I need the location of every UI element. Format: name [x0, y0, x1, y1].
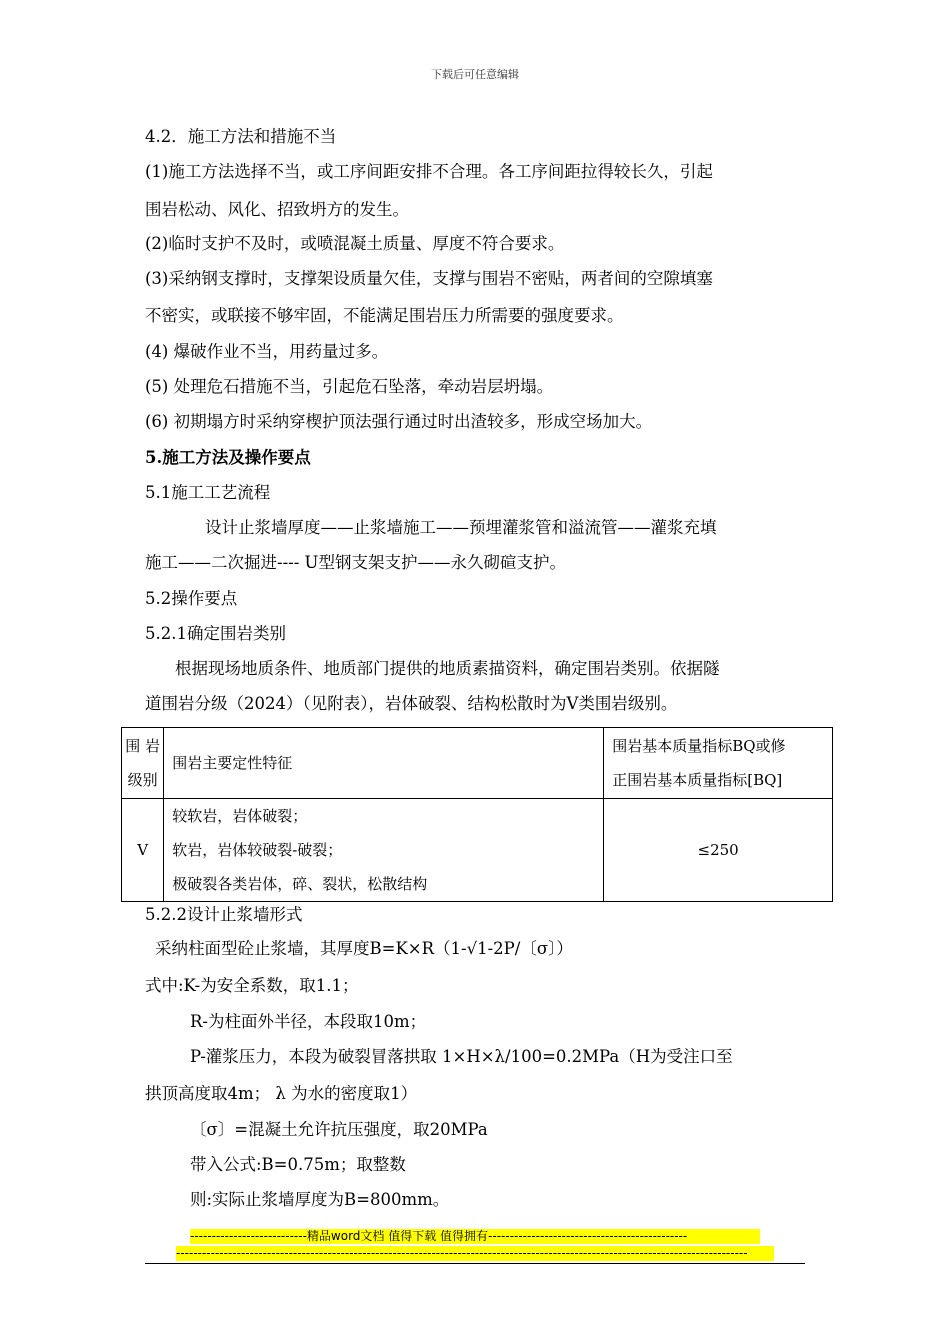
rock-classification-table	[121, 727, 833, 902]
footer-banner-line1: ---------------------------精品word文档 值得下载 值得拥有----------------------------------------------	[190, 1229, 760, 1244]
paragraph-line: R-为柱面外半径，本段取10m；	[190, 1012, 427, 1031]
subsection-heading-5-2-1: 5.2.1确定围岩类别	[145, 624, 286, 643]
paragraph-line: 围岩松动、风化、招致坍方的发生。	[145, 200, 409, 219]
paragraph-line: (1)施工方法选择不当，或工序间距安排不合理。各工序间距拉得较长久，引起	[145, 162, 713, 181]
feature-line: 极破裂各类岩体，碎、裂状，松散结构	[172, 875, 428, 893]
paragraph-line: 〔σ〕=混凝土允许抗压强度，取20MPa	[190, 1120, 488, 1139]
footer-banner-line2: ------------------------------------------------------------------------------------------------------------------------------------	[176, 1246, 774, 1261]
paragraph-line: 设计止浆墙厚度——止浆墙施工——预埋灌浆管和溢流管——灌浆充填	[205, 518, 717, 537]
paragraph-line: 式中:K-为安全系数，取1.1；	[145, 976, 359, 995]
header-bq-line2: 正围岩基本质量指标[BQ]	[612, 771, 783, 789]
section-heading-4-2: 4.2．施工方法和措施不当	[145, 127, 337, 146]
paragraph-line: (5) 处理危石措施不当，引起危石坠落，牵动岩层坍塌。	[145, 377, 554, 396]
header-cell-feature: 围岩主要定性特征	[164, 728, 604, 799]
subsection-heading-5-2: 5.2操作要点	[145, 589, 238, 608]
header-cell-bq	[604, 728, 833, 799]
paragraph-line: 拱顶高度取4m； λ 为水的密度取1）	[145, 1084, 418, 1103]
subsection-heading-5-2-2: 5.2.2设计止浆墙形式	[145, 905, 303, 924]
cell-grade: Ⅴ	[122, 799, 164, 902]
page-header: 下载后可任意编辑	[431, 68, 519, 81]
header-grade-line2: 级别	[127, 771, 158, 789]
header-bq-line1: 围岩基本质量指标BQ或修	[612, 737, 786, 755]
formula-line: 采纳柱面型砼止浆墙，其厚度B=K×R（1-√1-2P/〔σ〕）	[155, 939, 573, 958]
paragraph-line: P-灌浆压力，本段为破裂冒落拱取 1×H×λ/100=0.2MPa（H为受注口至	[190, 1047, 733, 1066]
cell-feature	[164, 799, 604, 902]
paragraph-line: (4) 爆破作业不当，用药量过多。	[145, 342, 389, 361]
paragraph-line: 带入公式:B=0.75m；取整数	[190, 1155, 406, 1174]
paragraph-line: (3)采纳钢支撑时，支撑架设质量欠佳，支撑与围岩不密贴，两者间的空隙填塞	[145, 269, 713, 288]
header-grade-line1: 围 岩	[125, 737, 160, 755]
paragraph-line: (6) 初期塌方时采纳穿楔护顶法强行通过时出渣较多，形成空场加大。	[145, 412, 653, 431]
table-row	[122, 799, 833, 902]
paragraph-line: 则:实际止浆墙厚度为B=800mm。	[190, 1190, 450, 1209]
section-heading-5: 5.施工方法及操作要点	[145, 448, 311, 467]
header-cell-grade	[122, 728, 164, 799]
table-header-row	[122, 728, 833, 799]
paragraph-line: 根据现场地质条件、地质部门提供的地质素描资料，确定围岩类别。依据隧	[175, 659, 720, 678]
paragraph-line: 不密实，或联接不够牢固，不能满足围岩压力所需要的强度要求。	[145, 306, 624, 325]
feature-line: 软岩，岩体较破裂-破裂；	[172, 841, 343, 859]
cell-bq: ≤250	[604, 799, 833, 902]
paragraph-line: (2)临时支护不及时，或喷混凝土质量、厚度不符合要求。	[145, 234, 565, 253]
paragraph-line: 施工——二次掘进---- U型钢支架支护——永久砌碹支护。	[145, 553, 566, 572]
paragraph-line: 道围岩分级（2024）（见附表），岩体破裂、结构松散时为Ⅴ类围岩级别。	[145, 694, 678, 713]
subsection-heading-5-1: 5.1施工工艺流程	[145, 483, 271, 502]
feature-line: 较软岩，岩体破裂；	[172, 807, 308, 825]
footer-rule	[145, 1263, 805, 1264]
